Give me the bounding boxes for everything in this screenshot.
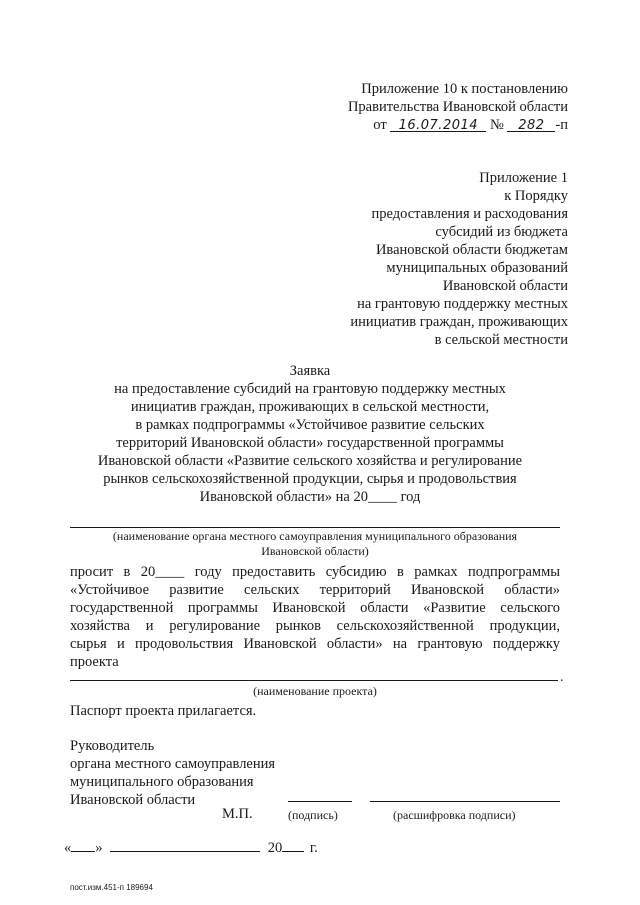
project-caption: (наименование проекта) — [253, 684, 377, 698]
year-suffix: г. — [309, 840, 318, 856]
appendix-line: к Порядку — [504, 188, 568, 204]
from-label: от — [373, 117, 387, 133]
decree-number: 282 — [507, 117, 555, 132]
appendix-line: на грантовую поддержку местных — [357, 296, 568, 312]
appendix-line: муниципальных образований — [386, 260, 568, 276]
authority-name-line — [70, 527, 560, 528]
appendix-line: субсидий из бюджета — [435, 224, 568, 240]
request-line: государственной программы Ивановской области «Развитие сельского — [70, 600, 560, 616]
day-blank — [71, 838, 95, 852]
month-blank — [110, 838, 260, 852]
number-suffix: -п — [555, 117, 568, 133]
title-line: территорий Ивановской области» государственной программы — [116, 435, 504, 451]
date-open-quote: « — [64, 840, 72, 856]
request-line-last: проекта — [70, 654, 119, 670]
signatory-line: муниципального образования — [70, 774, 254, 790]
title-line: в рамках подпрограммы «Устойчивое развитие сельских — [135, 417, 485, 433]
request-line: «Устойчивое развитие сельских территорий Ивановской области» — [70, 582, 560, 598]
title-line: Ивановской области» на 20____ год — [199, 489, 421, 505]
title-line: рынков сельскохозяйственной продукции, сырья и продовольствия — [103, 471, 517, 487]
header-line-2: Правительства Ивановской области — [347, 99, 568, 115]
project-name-line — [70, 680, 558, 681]
document-title: Заявка — [289, 363, 331, 379]
appendix-line: в сельской местности — [434, 332, 568, 348]
title-line: Ивановской области «Развитие сельского хозяйства и регулирование — [97, 453, 523, 469]
signatory-line: Ивановской области — [70, 792, 196, 808]
decoding-caption: (расшифровка подписи) — [393, 808, 516, 822]
signatory-line: Руководитель — [70, 738, 155, 754]
authority-caption: (наименование органа местного самоуправления муниципального образования — [112, 529, 518, 543]
project-line-dot: . — [560, 670, 564, 685]
request-line: просит в 20____ году предоставить субсидию в рамках подпрограммы — [70, 564, 560, 580]
appendix-line: предоставления и расходования — [371, 206, 568, 222]
appendix-line: Ивановской области бюджетам — [375, 242, 568, 258]
signature-line — [288, 801, 352, 802]
year-prefix: 20 — [267, 840, 283, 856]
header-line-1: Приложение 10 к постановлению — [361, 81, 568, 97]
footer-code: пост.изм.451-п 189694 — [70, 883, 153, 892]
decree-date: 16.07.2014 — [390, 117, 486, 132]
authority-caption: Ивановской области) — [261, 544, 369, 558]
date-line — [64, 838, 318, 857]
year-blank — [282, 838, 304, 852]
passport-note: Паспорт проекта прилагается. — [70, 703, 257, 719]
title-line: на предоставление субсидий на грантовую поддержку местных — [114, 381, 506, 397]
header-date-line — [373, 116, 568, 134]
request-line: сырья и продовольствия Ивановской области» на грантовую поддержку — [70, 636, 560, 652]
request-line: хозяйства и регулирование рынков сельскохозяйственной продукции, — [70, 618, 560, 634]
stamp-label: М.П. — [222, 806, 253, 822]
appendix-line: Приложение 1 — [479, 170, 568, 186]
signature-caption: (подпись) — [288, 808, 338, 822]
date-close-quote: » — [95, 840, 103, 856]
title-line: инициатив граждан, проживающих в сельской местности, — [130, 399, 490, 415]
signatory-line: органа местного самоуправления — [70, 756, 276, 772]
appendix-line: инициатив граждан, проживающих — [350, 314, 568, 330]
decoding-line — [370, 801, 560, 802]
number-label: № — [489, 117, 504, 133]
appendix-line: Ивановской области — [442, 278, 568, 294]
